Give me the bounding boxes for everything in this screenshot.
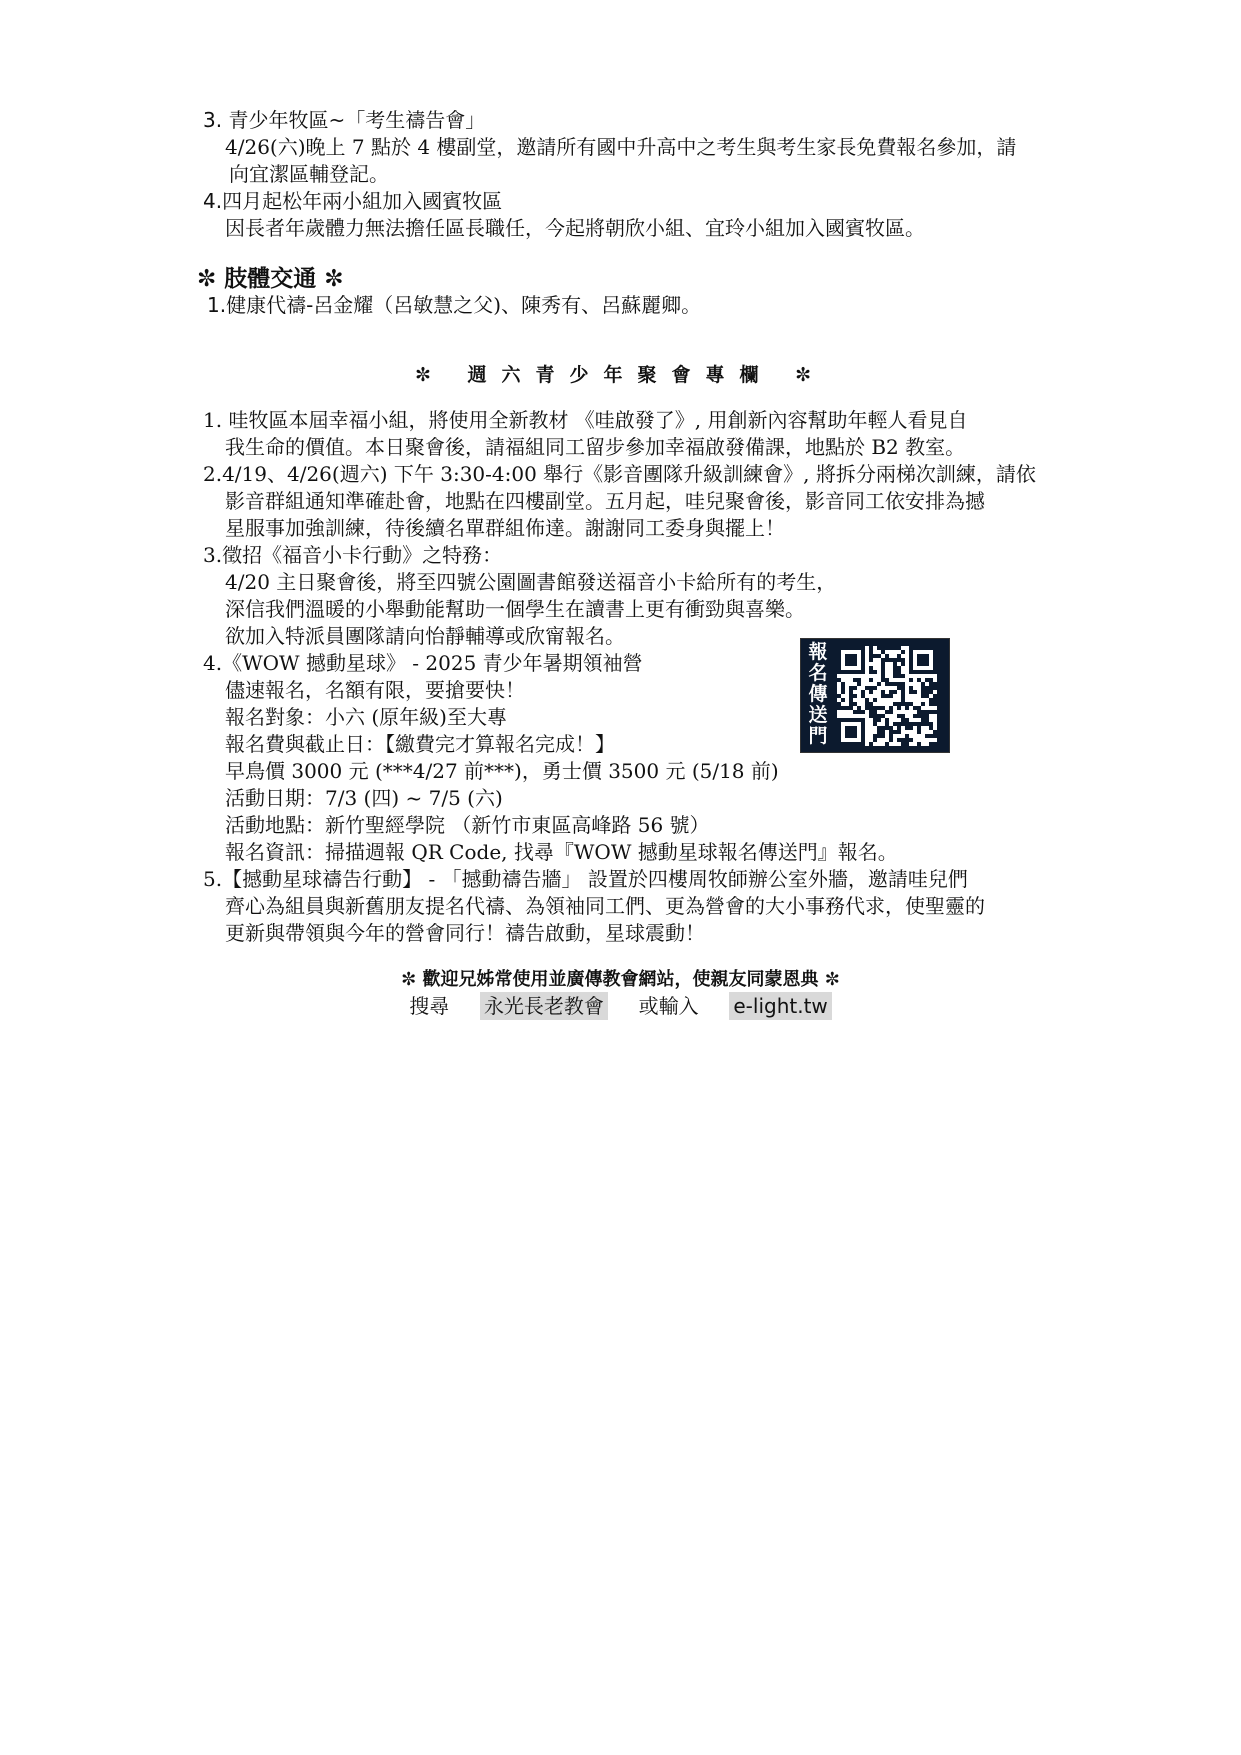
youth-item4-line1: 4.《WOW 撼動星球》 - 2025 青少年暑期領袖營: [203, 651, 643, 675]
member-prayer-item: [207, 292, 1107, 319]
registration-qr-card[interactable]: [800, 638, 950, 753]
item4-title: 4.四月起松年兩小組加入國賓牧區: [203, 189, 503, 213]
website-invite: ✼ 歡迎兄姊常使用並廣傳教會網站，使親友同蒙恩典 ✼: [401, 969, 840, 990]
youth-item4-line5: 早鳥價 3000 元 (***4/27 前***)，勇士價 3500 元 (5/18 前): [225, 759, 779, 783]
youth-item4-line4: 報名費與截止日：【繳費完才算報名完成！】: [225, 732, 615, 756]
item3-title: 3. 青少年牧區~「考生禱告會」: [203, 108, 486, 132]
church-name-search-term[interactable]: 永光長老教會: [480, 992, 608, 1020]
qr-code-icon[interactable]: [837, 646, 937, 746]
youth-item2-line2: 影音群組通知準確赴會，地點在四樓副堂。五月起，哇兒聚會後，影音同工依安排為撼: [225, 489, 985, 513]
youth-item2-line1: 2.4/19、4/26(週六) 下午 3:30-4:00 舉行《影音團隊升級訓練會》, 將拆分兩梯次訓練，請依: [203, 462, 1036, 486]
announcements-section: [203, 107, 1103, 242]
item3-line2: 向宜潔區輔登記。: [229, 162, 389, 186]
search-label: 搜尋: [409, 994, 450, 1018]
item4-line1: 因長者年歲體力無法擔任區長職任，今起將朝欣小組、宜玲小組加入國賓牧區。: [225, 216, 925, 240]
youth-item5-line1: 5.【撼動星球禱告行動】 - 「撼動禱告牆」 設置於四樓周牧師辦公室外牆，邀請哇兒們: [203, 867, 968, 891]
qr-label: [807, 642, 829, 747]
youth-item1-line1: 1. 哇牧區本屆幸福小組，將使用全新教材 《哇啟發了》, 用創新內容幫助年輕人看見自: [203, 408, 968, 432]
youth-item1-line2: 我生命的價值。本日聚會後，請福組同工留步參加幸福啟發備課，地點於 B2 教室。: [225, 435, 966, 459]
youth-section: [203, 407, 1103, 947]
member-item-text: 呂金耀（呂敏慧之父)、陳秀有、呂蘇麗卿。: [313, 293, 702, 317]
qr-label-text: 報 名 傳 送 門: [808, 641, 828, 747]
youth-item3-line4: 欲加入特派員團隊請向怡靜輔導或欣甯報名。: [225, 624, 625, 648]
youth-item5-line2: 齊心為組員與新舊朋友提名代禱、為領袖同工們、更為營會的大小事務代求，使聖靈的: [225, 894, 985, 918]
youth-item4-line2: 儘速報名，名額有限，要搶要快！: [225, 678, 525, 702]
youth-item4-line8: 報名資訊：掃描週報 QR Code, 找尋『WOW 撼動星球報名傳送門』報名。: [225, 840, 898, 864]
website-search-line: [0, 990, 1241, 1019]
youth-item4-line6: 活動日期：7/3 (四) ~ 7/5 (六): [225, 786, 503, 810]
item3-line1: 4/26(六)晚上 7 點於 4 樓副堂，邀請所有國中升高中之考生與考生家長免費報名參加，請: [225, 135, 1017, 159]
website-url[interactable]: e-light.tw: [729, 992, 831, 1020]
youth-item4-line3: 報名對象：小六 (原年級)至大專: [225, 705, 507, 729]
or-label: 或輸入: [638, 994, 699, 1018]
youth-item4-line7: 活動地點：新竹聖經學院 （新竹市東區高峰路 56 號）: [225, 813, 710, 837]
member-item-label: 1.健康代禱-: [207, 293, 314, 317]
member-fellowship-heading: ✼ 肢體交通 ✼: [197, 266, 344, 292]
youth-item2-line3: 星服事加強訓練，待後續名單群組佈達。謝謝同工委身與擺上！: [225, 516, 785, 540]
youth-item3-line1: 3.徵招《福音小卡行動》之特務：: [203, 543, 503, 567]
youth-item3-line3: 深信我們溫暖的小舉動能幫助一個學生在讀書上更有衝勁與喜樂。: [225, 597, 805, 621]
youth-item5-line3: 更新與帶領與今年的營會同行！禱告啟動，星球震動！: [225, 921, 705, 945]
youth-column-title: ✼ 週六青少年聚會專欄 ✼: [414, 364, 827, 386]
youth-item3-line2: 4/20 主日聚會後，將至四號公園圖書館發送福音小卡給所有的考生，: [225, 570, 837, 594]
